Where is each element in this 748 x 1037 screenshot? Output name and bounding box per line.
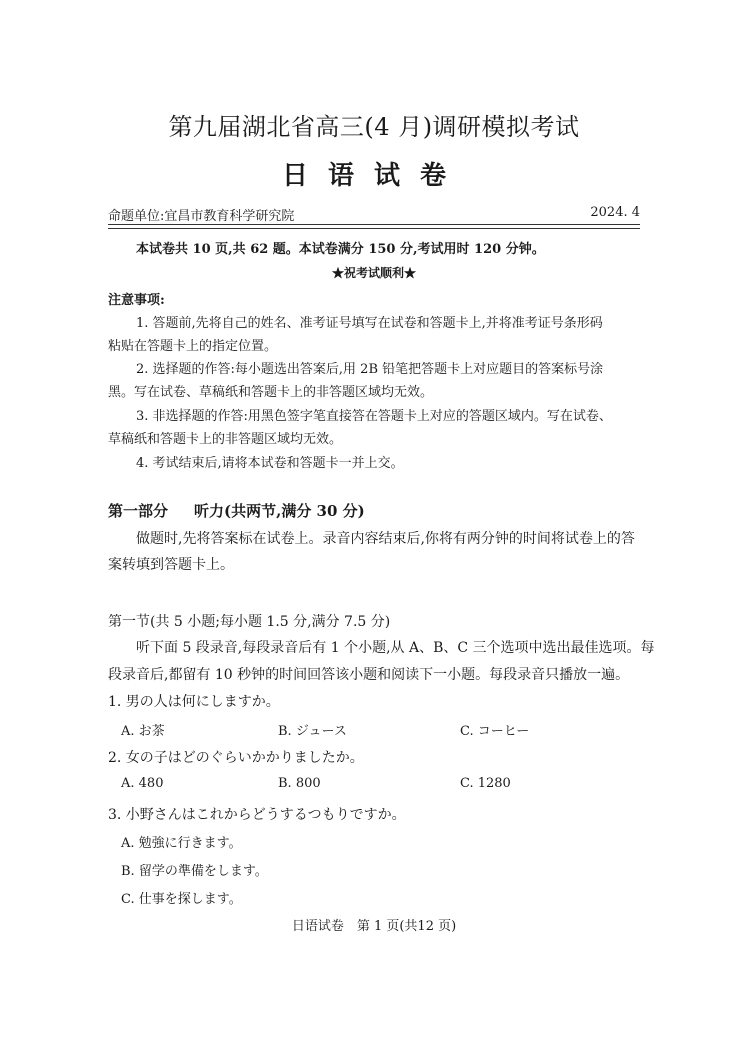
question-option: C. 1280 (460, 776, 511, 791)
notice-line: 1. 答题前,先将自己的姓名、准考证号填写在试卷和答题卡上,并将准考证号条形码 (136, 316, 603, 331)
section1-instruction-line: 听下面 5 段录音,每段录音后有 1 个小题,从 A、B、C 三个选项中选出最佳选项。每 (136, 640, 655, 656)
question-option: B. 留学の準備をします。 (121, 864, 268, 879)
notice-line: 2. 选择题的作答:每小题选出答案后,用 2B 铅笔把答题卡上对应题目的答案标号涂 (136, 362, 604, 377)
section1-instruction-line: 段录音后,都留有 10 秒钟的时间回答该小题和阅读下一小题。每段录音只播放一遍。 (108, 667, 630, 683)
exam-title: 第九届湖北省高三(4 月)调研模拟考试 (168, 113, 580, 141)
part1-title: 听力(共两节,满分 30 分) (194, 502, 365, 520)
exam-author: 命题单位:宜昌市教育科学研究院 (108, 209, 295, 224)
question-stem: 2. 女の子はどのぐらいかかりましたか。 (108, 750, 364, 766)
question-option: C. コーヒー (460, 724, 530, 739)
part1-instruction-line: 案转填到答题卡上。 (108, 557, 234, 573)
good-luck-banner: ★祝考试顺利★ (331, 266, 416, 280)
notice-line: 草稿纸和答题卡上的非答题区域均无效。 (108, 432, 343, 447)
question-option: C. 仕事を探します。 (121, 892, 242, 907)
header-divider-top (108, 224, 640, 225)
question-option: B. 800 (278, 776, 321, 791)
notice-heading: 注意事项: (108, 293, 165, 308)
question-option: A. お茶 (121, 724, 165, 739)
question-option: A. 勉強に行きます。 (121, 836, 242, 851)
exam-date: 2024. 4 (590, 205, 640, 220)
question-stem: 3. 小野さんはこれからどうするつもりですか。 (108, 807, 406, 823)
question-option: B. ジュース (278, 724, 347, 739)
header-divider-bottom (108, 228, 640, 229)
question-option: A. 480 (121, 776, 164, 791)
notice-line: 粘贴在答题卡上的指定位置。 (108, 339, 278, 354)
exam-summary: 本试卷共 10 页,共 62 题。本试卷满分 150 分,考试用时 120 分钟。 (136, 242, 545, 257)
exam-subject: 日语试卷 (281, 161, 466, 191)
notice-line: 黑。写在试卷、草稿纸和答题卡上的非答题区域均无效。 (108, 385, 434, 400)
part1-heading (108, 500, 365, 521)
part1-instruction-line: 做题时,先将答案标在试卷上。录音内容结束后,你将有两分钟的时间将试卷上的答 (136, 531, 635, 547)
notice-line: 3. 非选择题的作答:用黑色签字笔直接答在答题卡上对应的答题区域内。写在试卷、 (136, 409, 612, 424)
part1-label: 第一部分 (108, 502, 169, 520)
page-footer: 日语试卷 第 1 页(共12 页) (291, 919, 457, 934)
section1-heading: 第一节(共 5 小题;每小题 1.5 分,满分 7.5 分) (108, 614, 391, 630)
notice-line: 4. 考试结束后,请将本试卷和答题卡一并上交。 (136, 456, 404, 471)
question-stem: 1. 男の人は何にしますか。 (108, 694, 280, 710)
